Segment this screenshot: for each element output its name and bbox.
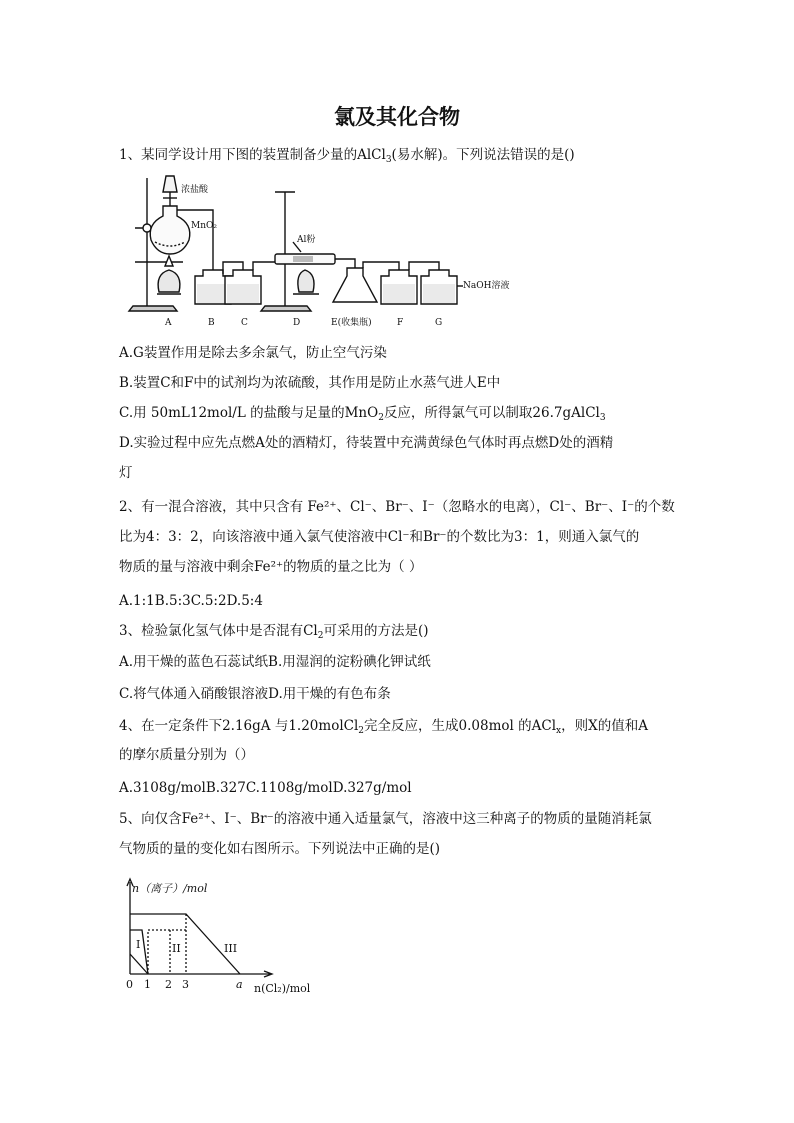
q3-stem: 3、检验氯化氢气体中是否混有$Cl_2$可采用的方法是()	[119, 623, 429, 641]
tick-1: 1	[144, 978, 151, 991]
curve-label-ii: II	[172, 942, 181, 955]
label-naoh: NaOH溶液	[463, 281, 510, 291]
q3-options-1: A.用干燥的蓝色石蕊试纸B.用湿润的淀粉碘化钾试纸	[119, 654, 431, 670]
q2-stem-line2: 比为4：3：2，向该溶液中通入氯气使溶液中Cl⁻和Br⁻的个数比为3：1，则通入氯气的	[119, 529, 640, 545]
q2-stem-line1: 2、有一混合溶液，其中只含有 Fe²⁺、Cl⁻、Br⁻、I⁻（忽略水的电离），Cl⁻、Br⁻、I⁻的个数	[119, 499, 675, 515]
graph-ylabel: n（离子）/mol	[132, 882, 208, 895]
label-hcl: 浓盐酸	[181, 185, 209, 195]
label-mno2: MnO₂	[191, 221, 217, 231]
q1-option-c: C.用 50mL12mol/L 的盐酸与足量的MnO$_2$反应，所得氯气可以制取26.7gAlCl$_3$	[119, 405, 606, 423]
q1-option-a: A.G装置作用是除去多余氯气，防止空气污染	[119, 345, 387, 361]
q5-stem-line1: 5、向仅含Fe²⁺、I⁻、Br⁻的溶液中通入适量氯气，溶液中这三种离子的物质的量随消耗氯	[119, 811, 652, 827]
q1-stem: 1、某同学设计用下图的装置制备少量的AlCl$_3$(易水解)。下列说法错误的是()	[119, 147, 575, 165]
curve-label-iii: III	[224, 942, 238, 955]
q2-stem-line3: 物质的量与溶液中剩余Fe²⁺的物质的量之比为（ ）	[119, 559, 423, 575]
label-d: D	[293, 318, 301, 328]
graph-xlabel: n(Cl₂)/mol	[254, 982, 311, 995]
q1-apparatus-figure	[125, 170, 525, 330]
q4-options: A.3108g/molB.327C.1108g/molD.327g/mol	[119, 780, 412, 796]
tick-2: 2	[165, 978, 172, 991]
q3-options-2: C.将气体通入硝酸银溶液D.用干燥的有色布条	[119, 686, 391, 702]
label-e: E(收集瓶)	[331, 318, 372, 328]
curve-i	[130, 930, 148, 974]
label-a: A	[165, 318, 172, 328]
q2-options: A.1:1B.5:3C.5:2D.5:4	[119, 593, 263, 609]
q1-option-d: D.实验过程中应先点燃A处的酒精灯，待装置中充满黄绿色气体时再点燃D处的酒精	[119, 435, 614, 451]
label-g: G	[435, 318, 443, 328]
label-f: F	[397, 318, 404, 328]
label-b: B	[208, 318, 215, 328]
q5-graph	[118, 872, 338, 1002]
q1-option-d-cont: 灯	[119, 465, 133, 481]
label-c: C	[241, 318, 248, 328]
page-title: 氯及其化合物	[334, 105, 460, 129]
tick-3: 3	[182, 978, 189, 991]
tick-a: a	[236, 978, 243, 991]
label-al: Al粉	[297, 235, 316, 245]
tick-0: 0	[126, 978, 133, 991]
q5-stem-line2: 气物质的量的变化如右图所示。下列说法中正确的是()	[119, 841, 441, 857]
curve-label-i: I	[136, 938, 141, 951]
q4-stem-line2: 的摩尔质量分别为（）	[119, 747, 254, 763]
q4-stem-line1: 4、在一定条件下2.16gA 与1.20molCl$_2$完全反应，生成0.08mol 的ACl$_x$，则X的值和A	[119, 718, 648, 736]
q1-option-b: B.装置C和F中的试剂均为浓硫酸，其作用是防止水蒸气进人E中	[119, 375, 501, 391]
